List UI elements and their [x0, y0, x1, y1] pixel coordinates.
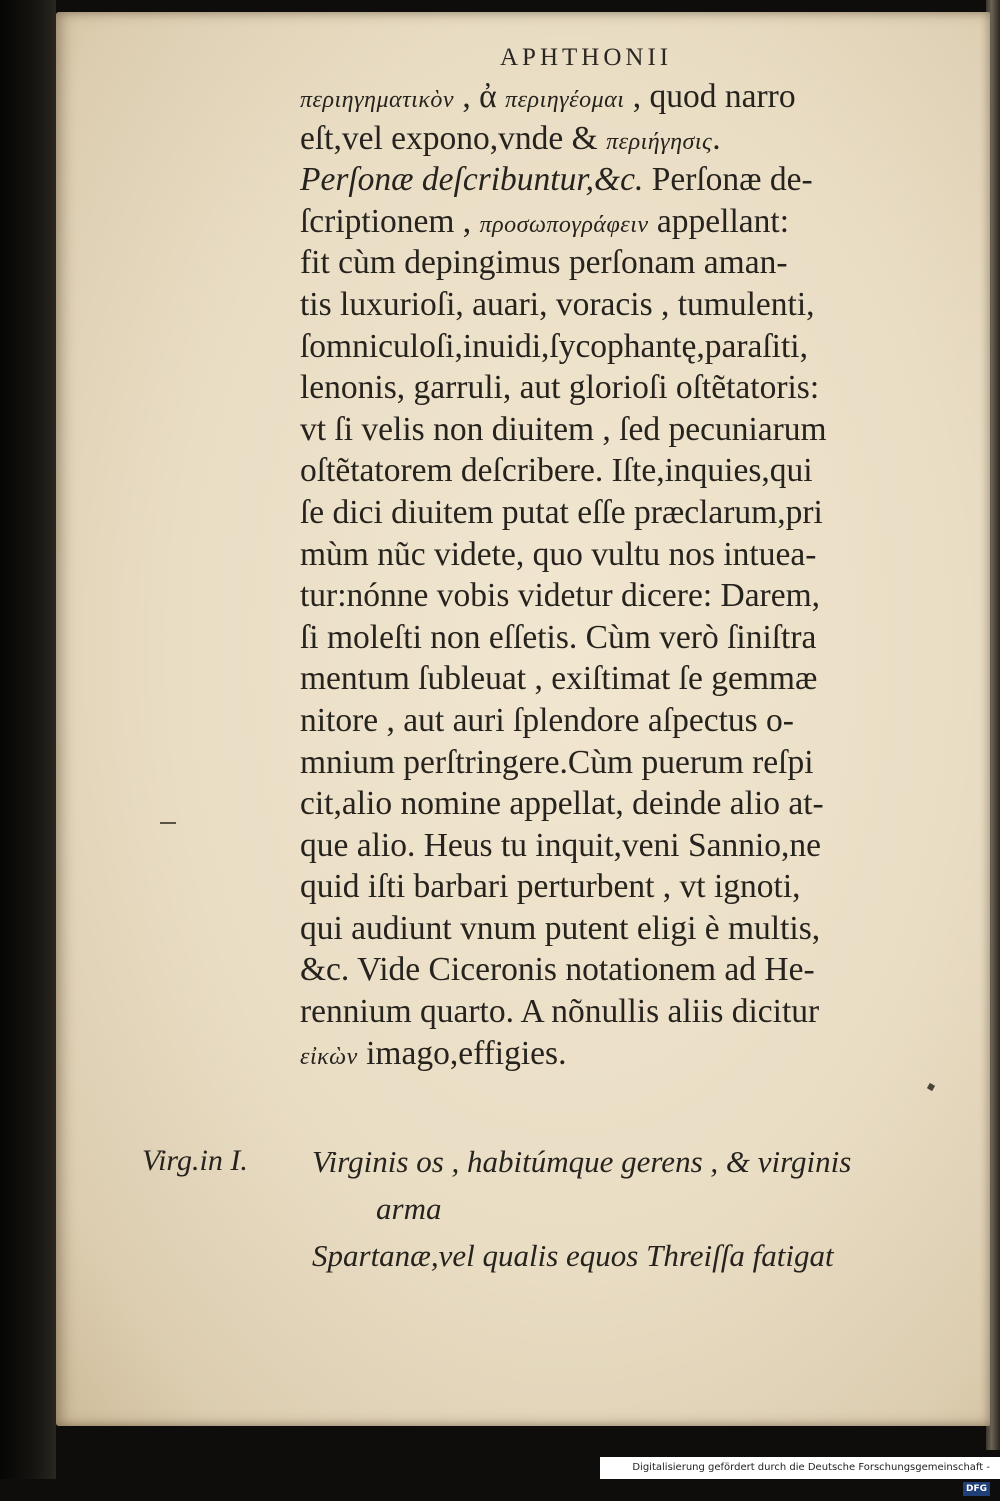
- text-line: [300, 991, 960, 1033]
- verse-line: Virginis os , habitúmque gerens , & virginis: [312, 1144, 852, 1179]
- text-line: [300, 617, 960, 659]
- text-line: [300, 866, 960, 908]
- greek-word: περιηγέομαι: [505, 87, 625, 113]
- text-line: [300, 367, 960, 409]
- text-segment: ſomniculoſi,inuidi,ſycophantę,paraſiti,: [300, 327, 808, 365]
- text-line: [300, 409, 960, 451]
- text-segment: vt ſi velis non diuitem , ſed pecuniarum: [300, 410, 827, 448]
- text-line: [300, 825, 960, 867]
- text-line: [300, 742, 960, 784]
- text-segment: qui audiunt vnum putent eligi è multis,: [300, 909, 821, 947]
- text-segment: mùm nũc videte, quo vultu nos intuea-: [300, 535, 817, 573]
- text-line: [300, 575, 960, 617]
- greek-word: προσωπογράφειν: [479, 211, 649, 238]
- body-text: [300, 76, 960, 1074]
- text-line: [300, 118, 960, 160]
- text-line: [300, 284, 960, 326]
- text-segment: mentum ſubleuat , exiſtimat ſe gemmæ: [300, 660, 818, 698]
- text-segment: lenonis, garruli, aut glorioſi oſtẽtatoris:: [300, 369, 820, 407]
- text-line: [300, 949, 960, 991]
- text-segment: Perſonæ de-: [643, 161, 813, 199]
- text-segment: quid iſti barbari perturbent , vt ignoti,: [300, 868, 801, 906]
- text-line: [300, 658, 960, 700]
- margin-mark: [160, 822, 176, 824]
- text-segment: tis luxurioſi, auari, voracis , tumulenti,: [300, 285, 815, 323]
- text-segment: &c. Vide Ciceronis notationem ad He-: [300, 951, 815, 989]
- greek-word: περιηγηματικὸν: [300, 87, 455, 113]
- text-line: [300, 700, 960, 742]
- text-segment: oſtẽtatorem deſcribere. Iſte,inquies,qui: [300, 452, 813, 490]
- text-segment: rennium quarto. A nõnullis aliis dicitur: [300, 993, 820, 1031]
- text-line: [300, 76, 960, 118]
- footer-credit: [600, 1457, 1000, 1494]
- text-segment: tur:nónne vobis videtur dicere: Darem,: [300, 577, 821, 615]
- footer-text: Digitalisierung gefördert durch die Deutsche Forschungsgemeinschaft -: [632, 1462, 990, 1473]
- text-line: [300, 450, 960, 492]
- text-segment: appellant:: [648, 202, 790, 240]
- dfg-logo: DFG: [963, 1482, 990, 1496]
- text-segment: mnium perſtringere.Cùm puerum reſpi: [300, 743, 814, 781]
- verse-line: arma: [376, 1191, 442, 1226]
- text-segment: fit cùm depingimus perſonam aman-: [300, 244, 788, 282]
- text-line: [300, 159, 960, 201]
- greek-word: εἰκὼν: [300, 1043, 358, 1070]
- text-line: [300, 908, 960, 950]
- text-line: [300, 492, 960, 534]
- text-segment: ſi moleſti non eſſetis. Cùm verò ſiniſtra: [300, 618, 817, 656]
- text-line: [300, 242, 960, 284]
- text-segment: cit,alio nomine appellat, deinde alio at-: [300, 785, 824, 823]
- margin-note: Virg.in I.: [142, 1144, 248, 1177]
- text-segment: eſt,vel expono,vnde &: [300, 119, 607, 157]
- italic-text: Perſonæ deſcribuntur,&c.: [300, 161, 644, 199]
- book-spine: [0, 0, 56, 1479]
- greek-word: περιήγησις: [606, 128, 713, 155]
- text-segment: .: [712, 119, 721, 157]
- text-segment: nitore , aut auri ſplendore aſpectus o-: [300, 701, 794, 739]
- text-line: [300, 326, 960, 368]
- text-line: [300, 1033, 960, 1075]
- text-segment: , quod narro: [624, 78, 796, 115]
- text-segment: que alio. Heus tu inquit,veni Sannio,ne: [300, 826, 822, 864]
- text-line: [300, 534, 960, 576]
- verse-quotation: [312, 1138, 851, 1279]
- running-head: APHTHONII: [500, 44, 673, 71]
- text-segment: imago,effigies.: [357, 1034, 567, 1072]
- verse-line: Spartanæ,vel qualis equos Threiſſa fatigat: [312, 1238, 834, 1273]
- text-segment: ſcriptionem ,: [300, 202, 480, 240]
- text-line: [300, 783, 960, 825]
- text-line: [300, 201, 960, 243]
- text-segment: ſe dici diuitem putat eſſe præclarum,pri: [300, 493, 823, 531]
- text-segment: , ἀ: [454, 78, 506, 115]
